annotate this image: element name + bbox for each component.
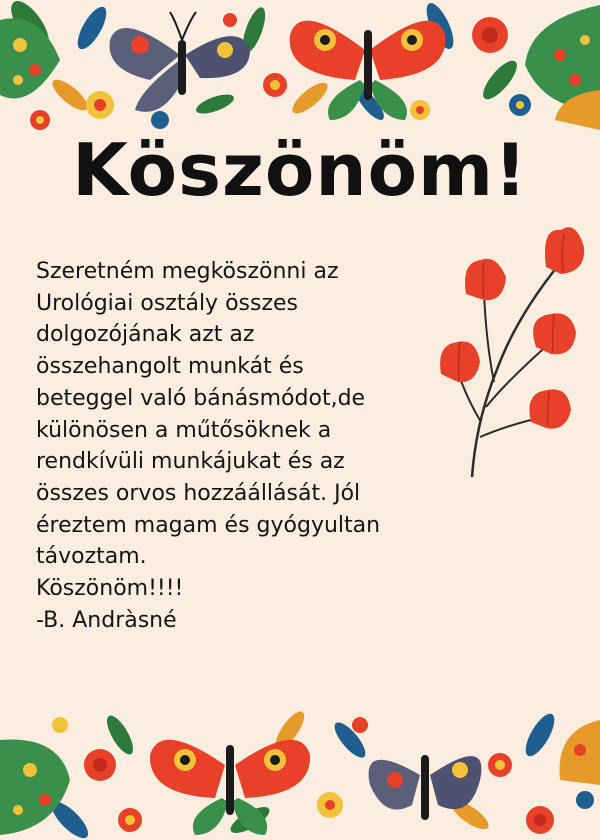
signature-line: -B. Andràsné [36, 607, 177, 633]
message-line: Urológiai osztály összes [36, 290, 298, 316]
message-line: beteggel való bánásmódot,de [36, 385, 366, 411]
bottom-floral-border-art [0, 710, 600, 840]
top-floral-border-art [0, 0, 600, 130]
message-line: összehangolt munkát és [36, 354, 304, 380]
message-line: különösen a műtősöknek a [36, 417, 332, 443]
moth-icon [525, 5, 600, 130]
moth-icon [0, 18, 60, 98]
message-line: éreztem magam és gyógyultan [36, 512, 381, 538]
flower-icon [30, 13, 531, 130]
top-floral-border [0, 0, 600, 130]
thank-you-message [36, 256, 466, 636]
butterfly-icon [150, 740, 310, 835]
tulip-branch-icon [436, 222, 600, 482]
message-line: Köszönöm!!!! [36, 576, 184, 602]
page-title: Köszönöm! [72, 128, 528, 212]
moth-icon [560, 720, 600, 785]
message-line: dolgozójának azt az [36, 322, 255, 348]
message-line: távoztam. [36, 544, 147, 570]
flower-icon [52, 717, 594, 834]
bottom-floral-border [0, 710, 600, 840]
message-line: összes orvos hozzáállását. Jól [36, 480, 361, 506]
message-line: rendkívüli munkájukat és az [36, 449, 345, 475]
message-line: Szeretném megköszönni az [36, 259, 339, 284]
